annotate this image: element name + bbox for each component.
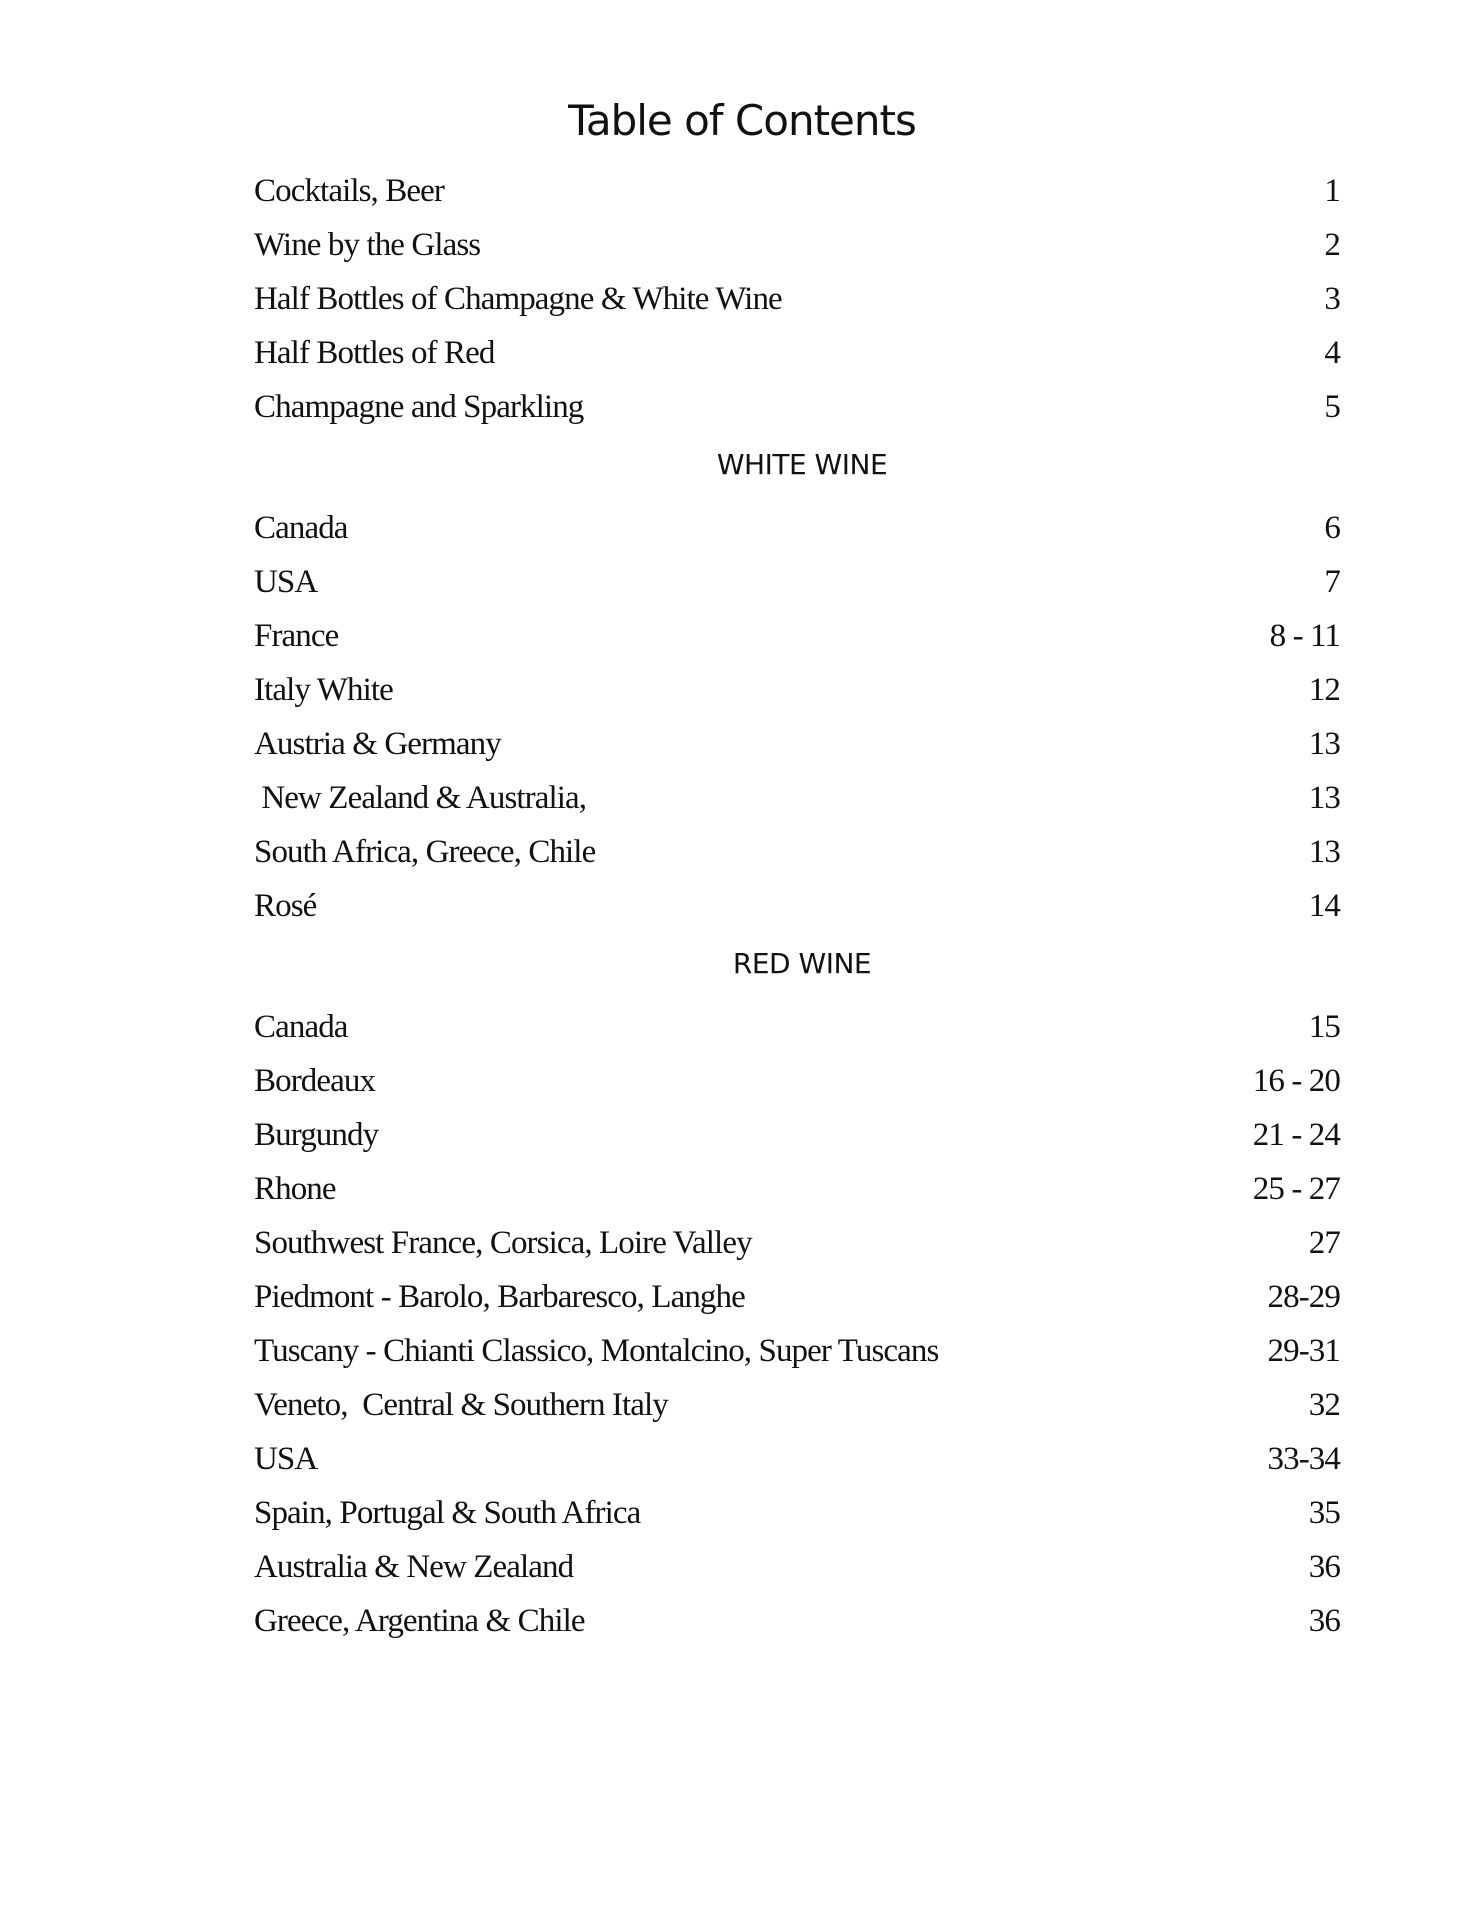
toc-section-red-wine (254, 1009, 1350, 1657)
toc-section-general (254, 173, 1350, 443)
toc-entry[interactable] (254, 227, 1350, 281)
toc-entry-label: Piedmont - Barolo, Barbaresco, Langhe (254, 1279, 745, 1315)
toc-entry[interactable] (254, 1549, 1350, 1603)
toc-entry-page: 13 (1308, 780, 1340, 816)
toc-entry[interactable] (254, 1117, 1350, 1171)
toc-entry-label: Rhone (254, 1171, 336, 1207)
toc-entry-page: 1 (1324, 173, 1340, 209)
toc-entry-page: 29-31 (1267, 1333, 1340, 1369)
toc-entry-page: 28-29 (1267, 1279, 1340, 1315)
toc-entry[interactable] (254, 281, 1350, 335)
section-heading-red-wine-wrap (254, 947, 1350, 980)
toc-entry[interactable] (254, 1441, 1350, 1495)
toc-entry-label: Bordeaux (254, 1063, 376, 1099)
toc-entry-label: Wine by the Glass (254, 227, 481, 263)
toc-entry[interactable] (254, 1009, 1350, 1063)
toc-entry-label: Canada (254, 1009, 348, 1045)
toc-entry[interactable] (254, 1495, 1350, 1549)
toc-entry-label: Rosé (254, 888, 317, 924)
toc-entry[interactable] (254, 726, 1350, 780)
toc-entry-label: Greece, Argentina & Chile (254, 1603, 585, 1639)
toc-entry-page: 13 (1308, 726, 1340, 762)
toc-entry[interactable] (254, 780, 1350, 834)
toc-entry-label: South Africa, Greece, Chile (254, 834, 596, 870)
toc-entry[interactable] (254, 1225, 1350, 1279)
toc-entry[interactable] (254, 1387, 1350, 1441)
toc-entry-page: 15 (1308, 1009, 1340, 1045)
toc-entry-label: Veneto, Central & Southern Italy (254, 1387, 668, 1423)
toc-entry-label: Champagne and Sparkling (254, 389, 584, 425)
toc-entry[interactable] (254, 1603, 1350, 1657)
toc-entry-page: 25 - 27 (1252, 1171, 1340, 1207)
toc-entry-label: Cocktails, Beer (254, 173, 444, 209)
section-heading-red-wine: RED WINE (732, 947, 872, 980)
toc-entry[interactable] (254, 1333, 1350, 1387)
toc-entry[interactable] (254, 1063, 1350, 1117)
toc-entry-page: 21 - 24 (1252, 1117, 1340, 1153)
toc-entry-page: 2 (1324, 227, 1340, 263)
toc-entry-page: 36 (1308, 1603, 1340, 1639)
toc-entry-page: 6 (1324, 510, 1340, 546)
toc-entry-page: 13 (1308, 834, 1340, 870)
toc-entry-page: 14 (1308, 888, 1340, 924)
toc-entry[interactable] (254, 510, 1350, 564)
toc-entry-page: 4 (1324, 335, 1340, 371)
toc-entry-page: 12 (1308, 672, 1340, 708)
toc-entry-label: Austria & Germany (254, 726, 501, 762)
toc-entry-page: 7 (1324, 564, 1340, 600)
toc-entry[interactable] (254, 1279, 1350, 1333)
toc-entry[interactable] (254, 1171, 1350, 1225)
toc-entry-page: 3 (1324, 281, 1340, 317)
toc-entry[interactable] (254, 672, 1350, 726)
toc-entry-page: 33-34 (1267, 1441, 1340, 1477)
toc-entry-page: 32 (1308, 1387, 1340, 1423)
page-title: Table of Contents (568, 96, 916, 145)
toc-entry[interactable] (254, 389, 1350, 443)
toc-entry-label: Italy White (254, 672, 393, 708)
section-heading-white-wine-wrap (254, 448, 1350, 481)
toc-entry-page: 36 (1308, 1549, 1340, 1585)
toc-entry[interactable] (254, 618, 1350, 672)
toc-entry-label: Burgundy (254, 1117, 379, 1153)
toc-entry-page: 5 (1324, 389, 1340, 425)
toc-entry-label: Half Bottles of Champagne & White Wine (254, 281, 782, 317)
toc-entry-page: 16 - 20 (1252, 1063, 1340, 1099)
toc-section-white-wine (254, 510, 1350, 942)
toc-entry-label: New Zealand & Australia, (254, 780, 587, 816)
toc-entry-label: USA (254, 1441, 318, 1477)
toc-entry-page: 35 (1308, 1495, 1340, 1531)
toc-entry-label: France (254, 618, 339, 654)
toc-entry-label: Australia & New Zealand (254, 1549, 574, 1585)
toc-entry-label: Southwest France, Corsica, Loire Valley (254, 1225, 752, 1261)
section-heading-white-wine: WHITE WINE (716, 448, 888, 481)
toc-entry[interactable] (254, 564, 1350, 618)
toc-entry-label: USA (254, 564, 318, 600)
toc-entry[interactable] (254, 888, 1350, 942)
toc-entry[interactable] (254, 173, 1350, 227)
toc-entry-label: Tuscany - Chianti Classico, Montalcino, Super Tuscans (254, 1333, 939, 1369)
toc-entry-page: 27 (1308, 1225, 1340, 1261)
toc-entry-page: 8 - 11 (1269, 618, 1340, 654)
toc-entry-label: Spain, Portugal & South Africa (254, 1495, 641, 1531)
toc-entry-label: Half Bottles of Red (254, 335, 495, 371)
toc-entry[interactable] (254, 834, 1350, 888)
toc-entry-label: Canada (254, 510, 348, 546)
toc-entry[interactable] (254, 335, 1350, 389)
